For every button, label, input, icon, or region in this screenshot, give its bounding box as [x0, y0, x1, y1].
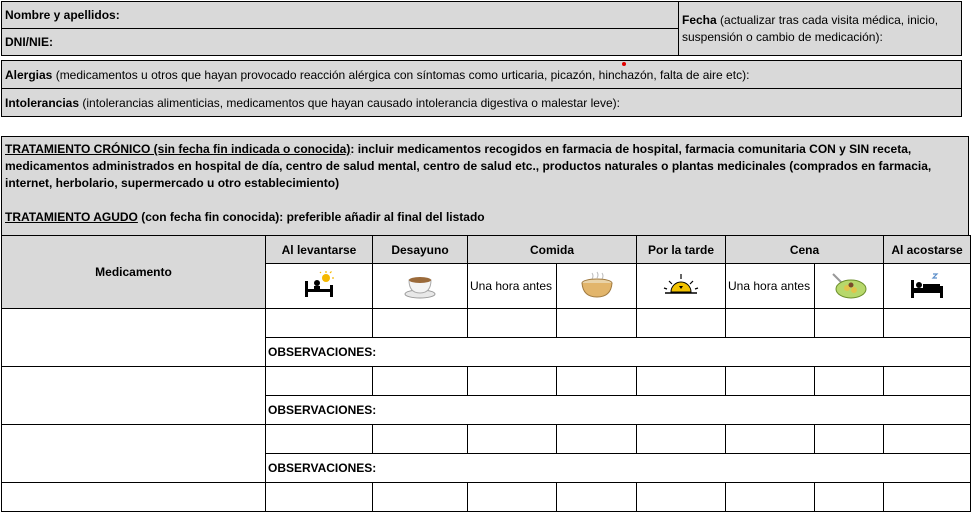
col-breakfast: Desayuno — [373, 236, 468, 264]
date-label: Fecha — [682, 12, 717, 27]
dose-cell[interactable] — [557, 367, 637, 396]
med-row — [2, 309, 971, 338]
chronic-title: TRATAMIENTO CRÓNICO (sin fecha fin indicada o conocida) — [5, 142, 351, 156]
dose-cell[interactable] — [637, 425, 726, 454]
sunset-icon — [661, 272, 701, 300]
soup-bowl-icon — [579, 271, 615, 301]
dose-cell[interactable] — [637, 309, 726, 338]
dose-cell[interactable] — [266, 425, 373, 454]
bed-icon-cell — [884, 264, 971, 309]
allergies-label: Alergias — [5, 67, 53, 82]
medication-name-cell[interactable] — [2, 425, 266, 483]
acute-title: TRATAMIENTO AGUDO — [5, 210, 138, 224]
dose-cell[interactable] — [266, 483, 373, 512]
dose-cell[interactable] — [726, 309, 815, 338]
dose-cell[interactable] — [815, 367, 884, 396]
acute-text: (con fecha fin conocida): preferible añadir al final del listado — [137, 210, 485, 224]
dinner-plate-icon — [829, 271, 869, 301]
dose-cell[interactable] — [373, 309, 468, 338]
dose-cell[interactable] — [557, 425, 637, 454]
dose-cell[interactable] — [557, 309, 637, 338]
med-row — [2, 425, 971, 454]
coffee-cup-icon — [402, 272, 438, 300]
afternoon-icon-cell — [637, 264, 726, 309]
dose-cell[interactable] — [373, 425, 468, 454]
medication-name-cell[interactable] — [2, 483, 266, 512]
med-row — [2, 367, 971, 396]
dose-cell[interactable] — [266, 367, 373, 396]
dose-cell[interactable] — [726, 367, 815, 396]
col-wake: Al levantarse — [266, 236, 373, 264]
dose-cell[interactable] — [637, 483, 726, 512]
col-bed: Al acostarse — [884, 236, 971, 264]
intolerances-field[interactable] — [2, 89, 962, 117]
med-row — [2, 483, 971, 512]
dinner-icon-cell — [815, 264, 884, 309]
dose-cell[interactable] — [815, 309, 884, 338]
name-field[interactable] — [2, 2, 679, 29]
observations-cell[interactable]: OBSERVACIONES: — [266, 338, 971, 367]
observations-cell[interactable]: OBSERVACIONES: — [266, 396, 971, 425]
dinner-hour-before: Una hora antes — [726, 264, 815, 309]
lunch-hour-before: Una hora antes — [468, 264, 557, 309]
dose-cell[interactable] — [373, 483, 468, 512]
dose-cell[interactable] — [637, 367, 726, 396]
intolerances-label: Intolerancias — [5, 95, 80, 110]
dose-cell[interactable] — [884, 425, 971, 454]
dose-cell[interactable] — [726, 483, 815, 512]
dose-cell[interactable] — [884, 483, 971, 512]
personal-data-table — [1, 1, 962, 56]
dose-cell[interactable] — [815, 425, 884, 454]
breakfast-icon-cell — [373, 264, 468, 309]
dose-cell[interactable] — [884, 367, 971, 396]
col-lunch: Comida — [468, 236, 637, 264]
chronic-text: : incluir medicamentos recogidos en farmacia de hospital, farmacia comunitaria CON y SIN receta, medicamentos administrados en hospital de día, centro de salud mental, centro de salud etc., productos naturales o plantas medicinales (comprados en farmacia, internet, herbolario, supermercado u otro establecimiento) — [5, 142, 932, 190]
sleeping-bed-icon — [907, 272, 947, 300]
col-dinner: Cena — [726, 236, 884, 264]
wake-icon-cell — [266, 264, 373, 309]
wake-up-bed-sun-icon — [299, 271, 339, 301]
allergy-intolerance-table — [1, 60, 962, 117]
date-note: (actualizar tras cada visita médica, inicio, suspensión o cambio de medicación): — [682, 12, 939, 44]
dose-cell[interactable] — [726, 425, 815, 454]
acute-treatment — [5, 209, 965, 226]
dose-cell[interactable] — [373, 367, 468, 396]
dni-label: DNI/NIE: — [5, 35, 53, 49]
dni-field[interactable] — [2, 29, 679, 56]
medication-table — [1, 235, 971, 512]
dose-cell[interactable] — [266, 309, 373, 338]
lunch-icon-cell — [557, 264, 637, 309]
dose-cell[interactable] — [557, 483, 637, 512]
allergies-note: (medicamentos u otros que hayan provocado reacción alérgica con síntomas como urticaria, picazón, hinchazón, falta de aire etc): — [52, 67, 750, 82]
chronic-treatment — [5, 141, 965, 192]
treatment-header — [1, 136, 969, 236]
dose-cell[interactable] — [468, 483, 557, 512]
dose-cell[interactable] — [884, 309, 971, 338]
dose-cell[interactable] — [468, 309, 557, 338]
intolerances-note: (intolerancias alimenticias, medicamentos que hayan causado intolerancia digestiva o malestar leve): — [79, 95, 620, 110]
medication-name-cell[interactable] — [2, 309, 266, 367]
red-mark — [622, 62, 626, 66]
observations-cell[interactable]: OBSERVACIONES: — [266, 454, 971, 483]
col-afternoon: Por la tarde — [637, 236, 726, 264]
medication-name-cell[interactable] — [2, 367, 266, 425]
dose-cell[interactable] — [468, 367, 557, 396]
name-label: Nombre y apellidos: — [5, 8, 120, 22]
date-field[interactable] — [679, 2, 962, 56]
dose-cell[interactable] — [815, 483, 884, 512]
medication-header: Medicamento — [2, 236, 266, 309]
dose-cell[interactable] — [468, 425, 557, 454]
allergies-field[interactable] — [2, 61, 962, 89]
